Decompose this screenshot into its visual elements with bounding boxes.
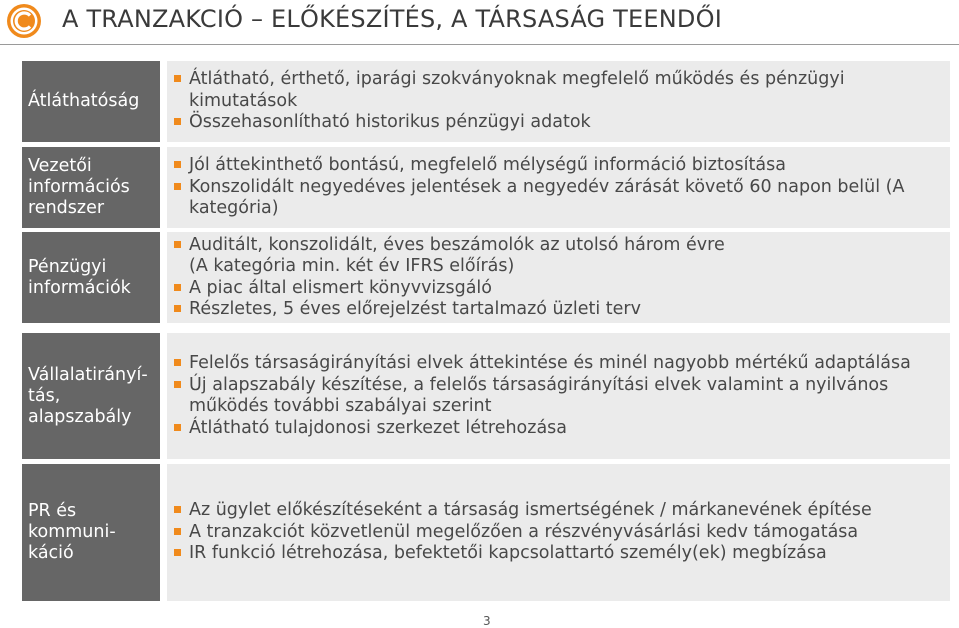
section-label: Pénzügyi információk — [22, 232, 160, 323]
bullet-item: Átlátható, érthető, iparági szokványoknak megfelelő működés és pénzügyi kimutatások — [173, 69, 950, 112]
section-vallalatiranyitas-alapszabaly — [22, 333, 950, 459]
bullet-item: Auditált, konszolidált, éves beszámolók az utolsó három évre (A kategória min. két év IFRS előírás) — [173, 235, 950, 278]
bullet-item: Az ügylet előkészítéseként a társaság ismertségének / márkanevének építése — [173, 500, 950, 522]
title-divider — [0, 44, 959, 45]
square-bullet-icon — [174, 241, 181, 248]
section-content — [167, 147, 950, 228]
bullet-item: Konszolidált negyedéves jelentések a negyedév zárását követő 60 napon belül (A kategória) — [173, 177, 950, 220]
square-bullet-icon — [174, 305, 181, 312]
bullet-item: Jól áttekinthető bontású, megfelelő mélységű információ biztosítása — [173, 155, 950, 177]
section-content — [167, 333, 950, 459]
bullet-item: Átlátható tulajdonosi szerkezet létrehozása — [173, 418, 950, 440]
bullet-item: Részletes, 5 éves előrejelzést tartalmazó üzleti terv — [173, 299, 950, 321]
square-bullet-icon — [174, 359, 181, 366]
section-label: Vezetői információs rendszer — [22, 147, 160, 228]
section-content — [167, 464, 950, 601]
section-penzugyi-informaciok — [22, 232, 950, 323]
bullet-item: A tranzakciót közvetlenül megelőzően a részvényvásárlási kedv támogatása — [173, 522, 950, 544]
section-content — [167, 232, 950, 323]
section-content — [167, 61, 950, 142]
bullet-item: Felelős társaságirányítási elvek áttekintése és minél nagyobb mértékű adaptálása — [173, 353, 950, 375]
square-bullet-icon — [174, 506, 181, 513]
square-bullet-icon — [174, 75, 181, 82]
bullet-item: IR funkció létrehozása, befektetői kapcsolattartó személy(ek) megbízása — [173, 543, 950, 565]
page-title: A TRANZAKCIÓ – ELŐKÉSZÍTÉS, A TÁRSASÁG TEENDŐI — [62, 5, 722, 33]
bullet-item: Összehasonlítható historikus pénzügyi adatok — [173, 112, 950, 134]
square-bullet-icon — [174, 528, 181, 535]
section-pr-es-kommunikacio — [22, 464, 950, 601]
bullet-item: Új alapszabály készítése, a felelős társaságirányítási elvek valamint a nyilvános működés további szabályai szerint — [173, 375, 950, 418]
section-atlathatosag — [22, 61, 950, 142]
header — [0, 0, 959, 45]
square-bullet-icon — [174, 183, 181, 190]
section-label: Átláthatóság — [22, 61, 160, 142]
company-logo-icon — [6, 3, 42, 39]
square-bullet-icon — [174, 381, 181, 388]
square-bullet-icon — [174, 118, 181, 125]
section-label: PR és kommuni- káció — [22, 464, 160, 601]
page-number: 3 — [483, 614, 491, 628]
section-label: Vállalatirányí- tás, alapszabály — [22, 333, 160, 459]
bullet-item: A piac által elismert könyvvizsgáló — [173, 278, 950, 300]
square-bullet-icon — [174, 549, 181, 556]
square-bullet-icon — [174, 161, 181, 168]
square-bullet-icon — [174, 424, 181, 431]
section-vezetoi-informacios-rendszer — [22, 147, 950, 228]
square-bullet-icon — [174, 284, 181, 291]
